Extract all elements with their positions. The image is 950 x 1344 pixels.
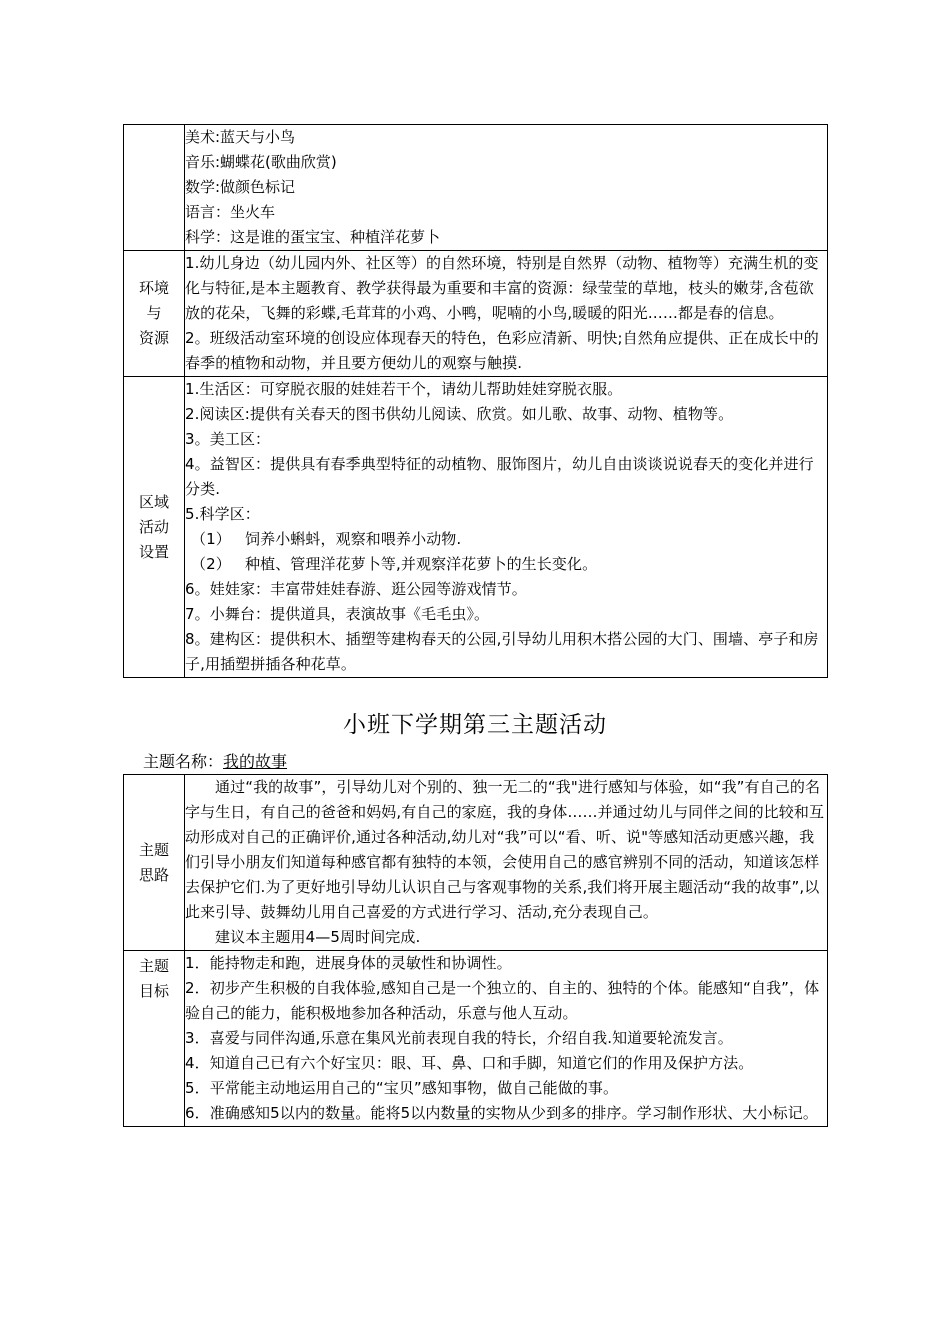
area-item: 8。建构区：提供积木、插塑等建构春天的公园,引导幼儿用积木搭公园的大门、围墙、亭子和房子,用插塑拼插各种花草。: [185, 630, 819, 673]
area-item: 2.阅读区:提供有关春天的图书供幼儿阅读、欣赏。如儿歌、故事、动物、植物等。: [185, 405, 734, 423]
subject-line: 科学：这是谁的蛋宝宝、种植洋花萝卜: [185, 228, 441, 246]
subject-line: 数学:做颜色标记: [185, 178, 296, 196]
subject-line: 语言：坐火车: [185, 203, 276, 221]
environment-paragraph: 1.幼儿身边（幼儿园内外、社区等）的自然环境，特别是自然界（动物、植物等）充满生机的变化与特征,是本主题教育、教学获得最为重要和丰富的资源：绿莹莹的草地，枝头的嫩芽,含苞欲放的花朵，飞舞的彩蝶,毛茸茸的小鸡、小鸭，呢喃的小鸟,暖暖的阳光……都是春的信息。: [185, 254, 819, 322]
goal-item: 1．能持物走和跑，进展身体的灵敏性和协调性。: [185, 954, 512, 972]
theme-goal-label: 主题 目标: [124, 951, 185, 1127]
area-item: 6。娃娃家：丰富带娃娃春游、逛公园等游戏情节。: [185, 580, 527, 598]
environment-content: [185, 251, 828, 377]
theme-idea-paragraph: 通过“我的故事”，引导幼儿对个别的、独一无二的“我"进行感知与体验，如“我”有自己的名字与生日，有自己的爸爸和妈妈,有自己的家庭，我的身体……并通过幼儿与同伴之间的比较和互动形成对自己的正确评价,通过各种活动,幼儿对“我”可以“看、听、说"等感知活动更感兴趣，我们引导小朋友们知道每种感官都有独特的本领，会使用自己的感官辨别不同的活动，知道该怎样去保护它们.为了更好地引导幼儿认识自己与客观事物的关系,我们将开展主题活动“我的故事”,以此来引导、鼓舞幼儿用自己喜爱的方式进行学习、活动,充分表现自己。: [185, 778, 825, 921]
subjects-row: [124, 125, 828, 251]
environment-row: [124, 251, 828, 377]
theme-goal-row: [124, 951, 828, 1127]
area-item: 4。益智区：提供具有春季典型特征的动植物、服饰图片，幼儿自由谈谈说说春天的变化并进行分类.: [185, 455, 814, 498]
theme-name-label: 主题名称：: [143, 752, 224, 771]
subject-line: 音乐:蝴蝶花(歌曲欣赏): [185, 153, 337, 171]
document-title: 小班下学期第三主题活动: [343, 712, 607, 738]
area-content: [185, 377, 828, 678]
activity-table: [123, 124, 828, 678]
area-subitem: （2） 种植、管理洋花萝卜等,并观察洋花萝卜的生长变化。: [191, 555, 598, 573]
area-subitem: （1） 饲养小蝌蚪，观察和喂养小动物.: [191, 530, 462, 548]
area-item: 1.生活区：可穿脱衣服的娃娃若干个，请幼儿帮助娃娃穿脱衣服。: [185, 380, 623, 398]
subject-line: 美术:蓝天与小鸟: [185, 128, 296, 146]
area-item: 3。美工区：: [185, 430, 271, 448]
goal-item: 5．平常能主动地运用自己的“宝贝”感知事物，做自己能做的事。: [185, 1079, 619, 1097]
theme-idea-paragraph: 建议本主题用4—5周时间完成.: [215, 928, 421, 946]
goal-item: 2．初步产生积极的自我体验,感知自己是一个独立的、自主的、独特的个体。能感知“自我”，体验自己的能力，能积极地参加各种活动，乐意与他人互动。: [185, 979, 820, 1022]
theme-idea-label: 主题 思路: [124, 775, 185, 951]
theme-idea-row: [124, 775, 828, 951]
goal-item: 3．喜爱与同伴沟通,乐意在集风光前表现自我的特长，介绍自我.知道要轮流发言。: [185, 1029, 733, 1047]
environment-label: 环境 与 资源: [124, 251, 185, 377]
area-item: 7。小舞台：提供道具，表演故事《毛毛虫》。: [185, 605, 490, 623]
theme-goal-content: [185, 951, 828, 1127]
theme-name-value: 我的故事: [223, 752, 288, 771]
theme-table: [123, 774, 828, 1127]
goal-item: 4．知道自己已有六个好宝贝：眼、耳、鼻、口和手脚，知道它们的作用及保护方法。: [185, 1054, 754, 1072]
subjects-label-cell: [124, 125, 185, 251]
subjects-cell: [185, 125, 828, 251]
goal-item: 6．准确感知5以内的数量。能将5以内数量的实物从少到多的排序。学习制作形状、大小标记。: [185, 1104, 818, 1122]
area-item: 5.科学区：: [185, 505, 260, 523]
area-row: [124, 377, 828, 678]
theme-name: [143, 751, 287, 773]
environment-paragraph: 2。班级活动室环境的创设应体现春天的特色，色彩应清新、明快;自然角应提供、正在成长中的春季的植物和动物，并且要方便幼儿的观察与触摸.: [185, 329, 819, 372]
theme-idea-content: [185, 775, 828, 951]
area-label: 区域 活动 设置: [124, 377, 185, 678]
